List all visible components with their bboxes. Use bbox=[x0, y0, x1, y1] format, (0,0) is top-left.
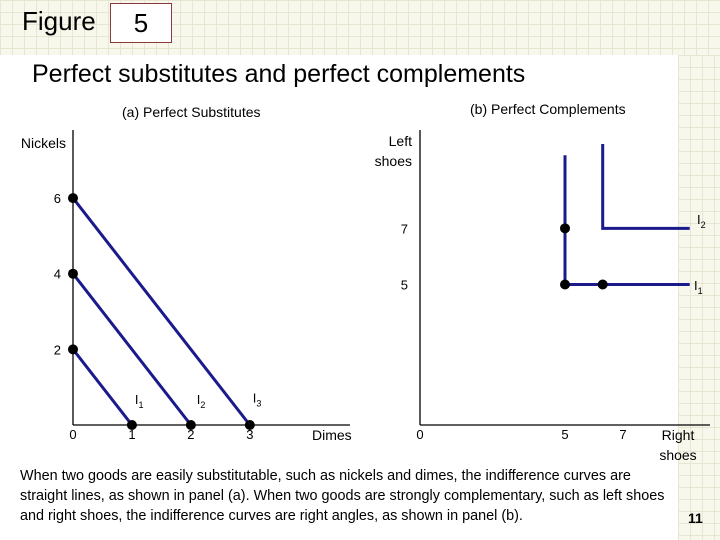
panel-b-y-axis-label-line2: shoes bbox=[374, 153, 412, 169]
panel-b-curve-label-i1: $I_1$ bbox=[694, 278, 703, 297]
panel-a-curve-label-i3: $I_3$ bbox=[252, 390, 262, 409]
figure-label: Figure bbox=[22, 6, 96, 36]
panel-a-x-axis-label: Dimes bbox=[312, 427, 352, 443]
slide-title: Perfect substitutes and perfect complements bbox=[32, 60, 526, 88]
panel-a-curve-label-i2: $I_2$ bbox=[196, 392, 206, 411]
panel-a-point bbox=[68, 344, 78, 354]
panel-a-x-tick-label: 3 bbox=[246, 427, 254, 442]
panel-a-y-tick-label: 4 bbox=[53, 266, 61, 282]
panel-b-point bbox=[560, 280, 570, 290]
panel-a-x-tick-label: 1 bbox=[128, 427, 136, 442]
panel-a-point bbox=[68, 269, 78, 279]
panel-a-curve-i2 bbox=[73, 274, 191, 425]
panel-b-curve-i1 bbox=[565, 155, 690, 284]
panel-a-curve-i3 bbox=[73, 198, 250, 425]
panel-a-title: (a) Perfect Substitutes bbox=[122, 104, 261, 120]
panel-a-y-tick-label: 6 bbox=[53, 191, 61, 207]
panel-a-x-tick-label: 0 bbox=[69, 427, 77, 442]
panel-b-x-axis-label-line2: shoes bbox=[659, 447, 697, 463]
panel-b-x-tick-label: 0 bbox=[416, 427, 424, 442]
panel-b-title: (b) Perfect Complements bbox=[470, 101, 626, 117]
panel-a-curve-label-sub: 2 bbox=[200, 400, 206, 411]
panel-a-curve-label-sub: 1 bbox=[138, 400, 144, 411]
panel-a-y-tick-label: 2 bbox=[53, 342, 61, 358]
panel-b-point bbox=[560, 223, 570, 233]
panel-b-curve-label-sub: 2 bbox=[700, 220, 706, 231]
panel-b-x-tick-label: 7 bbox=[619, 427, 627, 442]
panel-a-curve-label-sub: 3 bbox=[256, 398, 262, 409]
panel-b-y-tick-label: 5 bbox=[400, 277, 408, 293]
panel-b-curve-label-i2: $I_2$ bbox=[696, 212, 706, 231]
panel-a-y-axis-label: Nickels bbox=[20, 135, 66, 151]
panel-b-x-axis-label-line1: Right bbox=[661, 427, 695, 443]
panel-a-x-tick-label: 2 bbox=[187, 427, 195, 442]
panel-b-curve-i2 bbox=[603, 144, 690, 228]
panel-a-point bbox=[68, 193, 78, 203]
panel-b-y-axis-label-line1: Left bbox=[388, 133, 412, 149]
panel-a-curve-label-i1: $I_1$ bbox=[134, 392, 144, 411]
panel-b-curve-label-sub: 1 bbox=[697, 286, 703, 297]
panel-b-point bbox=[598, 280, 608, 290]
caption: When two goods are easily substitutable, such as nickels and dimes, the indifference curves are straight lines, as shown in panel (a). When two goods are strongly complementary, such as left shoes and right shoes, the indifference curves are right angles, as shown in panel (b). bbox=[20, 468, 665, 524]
panel-b-y-tick-label: 7 bbox=[400, 221, 408, 237]
figure-number: 5 bbox=[133, 7, 149, 38]
panel-a-curve-i1 bbox=[73, 349, 132, 425]
panel-b-x-tick-label: 5 bbox=[561, 427, 569, 442]
page-number: 11 bbox=[688, 510, 703, 526]
